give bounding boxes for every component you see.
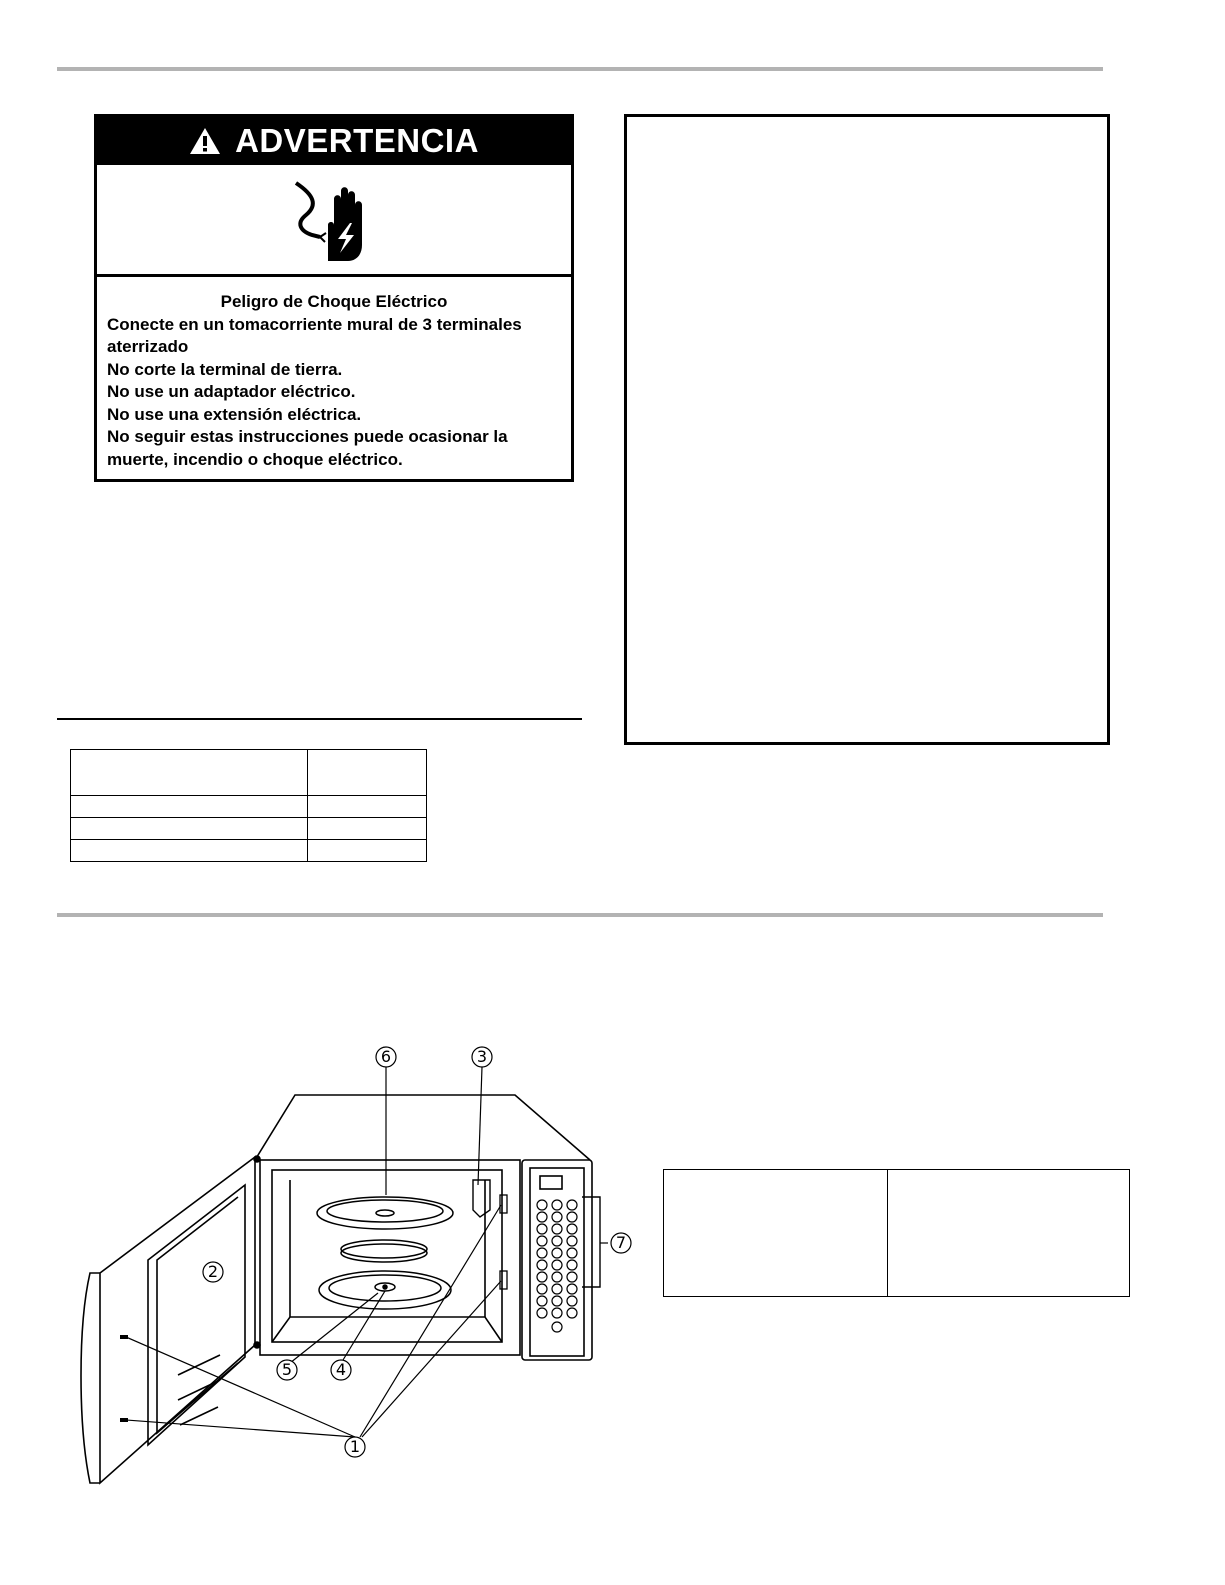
electric-shock-hand-icon <box>284 175 384 265</box>
warning-line: No corte la terminal de tierra. <box>107 359 343 379</box>
table-cell <box>888 1170 1130 1297</box>
table-cell <box>308 840 427 862</box>
callout-1: 1 <box>349 1437 361 1456</box>
table-cell <box>664 1170 888 1297</box>
microwave-parts-diagram <box>60 1045 660 1505</box>
section-divider-black <box>57 718 582 720</box>
warning-line: No seguir estas instrucciones puede ocasionar la <box>107 427 508 446</box>
callout-5: 5 <box>281 1360 293 1379</box>
empty-info-box <box>624 114 1110 745</box>
warning-line: No use un adaptador eléctrico. <box>107 382 356 401</box>
section-divider-middle <box>57 913 1103 917</box>
callout-4: 4 <box>335 1360 347 1379</box>
callout-7: 7 <box>615 1233 627 1252</box>
warning-line: muerte, incendio o choque eléctrico. <box>107 449 403 469</box>
warning-title: Peligro de Choque Eléctrico <box>220 292 448 311</box>
glass-tray <box>317 1197 453 1229</box>
table-row <box>71 818 427 840</box>
warning-heading: ADVERTENCIA <box>235 122 479 159</box>
roller-ring <box>341 1240 427 1262</box>
table-cell <box>71 750 308 796</box>
table-row <box>664 1170 1130 1297</box>
door <box>81 1156 260 1483</box>
parts-table <box>663 1169 1130 1297</box>
leader-lines <box>126 1065 608 1437</box>
warning-text <box>97 277 571 471</box>
warning-header <box>97 117 571 165</box>
table-cell <box>308 796 427 818</box>
warning-label <box>94 114 574 482</box>
warning-line: No use una extensión eléctrica. <box>107 404 362 424</box>
warning-pictogram <box>97 165 571 277</box>
table-cell <box>71 840 308 862</box>
table-row <box>71 796 427 818</box>
warning-line: Conecte en un tomacorriente mural de 3 terminales <box>107 314 522 334</box>
turntable-base <box>319 1271 451 1309</box>
spec-table <box>70 749 427 862</box>
table-cell <box>308 750 427 796</box>
keypad-buttons <box>537 1200 577 1332</box>
section-divider-top <box>57 67 1103 71</box>
warning-line: aterrizado <box>107 337 189 356</box>
table-row <box>71 840 427 862</box>
callout-2: 2 <box>207 1262 219 1281</box>
callout-3: 3 <box>476 1047 488 1066</box>
table-cell <box>71 796 308 818</box>
table-cell <box>308 818 427 840</box>
callout-6: 6 <box>380 1047 392 1066</box>
table-cell <box>71 818 308 840</box>
table-row <box>71 750 427 796</box>
warning-triangle-icon <box>189 127 221 155</box>
